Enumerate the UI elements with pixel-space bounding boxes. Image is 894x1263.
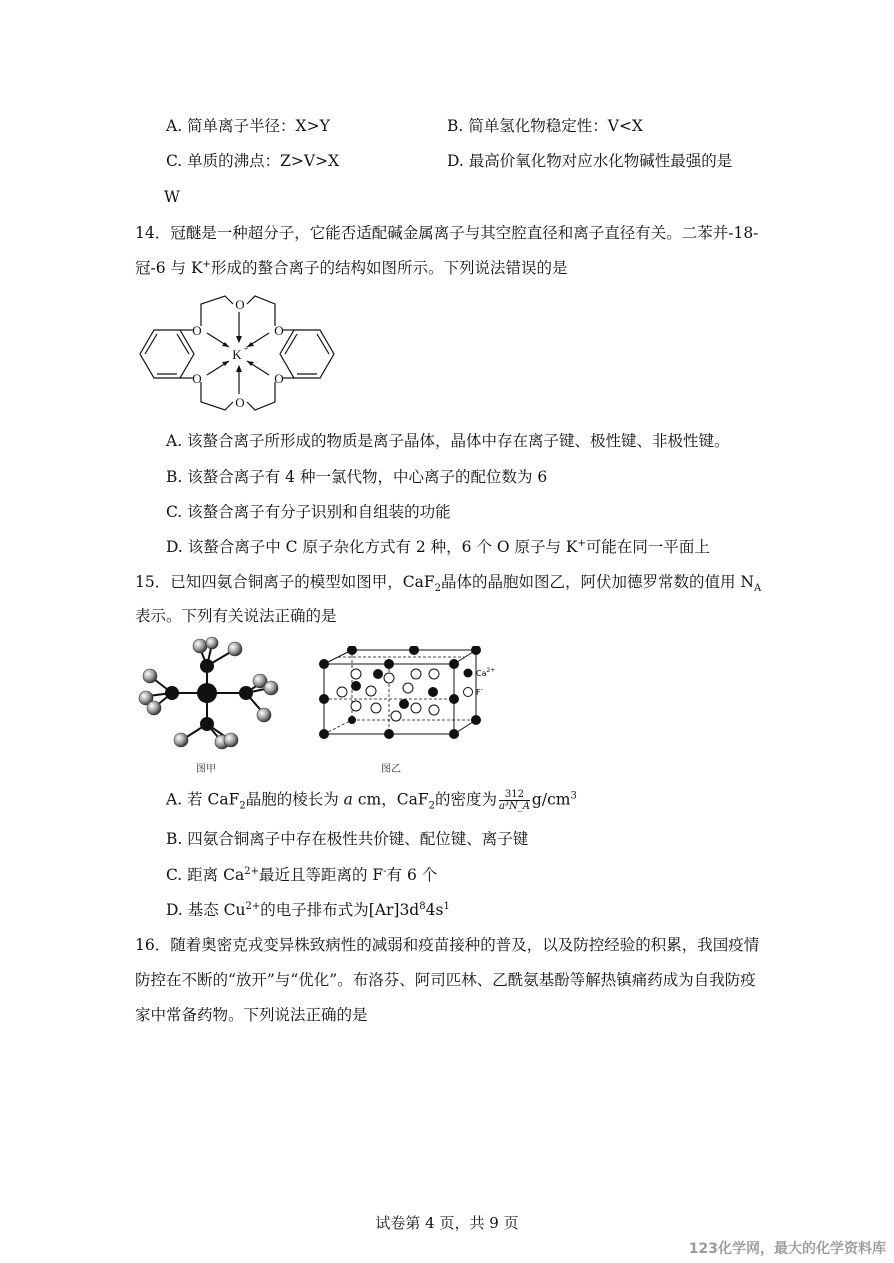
q15-option-b: B. 四氨合铜离子中存在极性共价键、配位键、离子键 (166, 830, 529, 848)
oxygen-label: O (192, 371, 202, 386)
q14-option-d: D. 该螯合离子中 C 原子杂化方式有 2 种，6 个 O 原子与 K+可能在同一平面上 (166, 537, 710, 556)
oxygen-label: O (192, 323, 202, 338)
watermark: 123化学网，最大的化学资料库 (688, 1241, 886, 1257)
oxygen-label: O (274, 371, 284, 386)
q13-option-b: B. 简单氢化物稳定性：V<X (447, 117, 643, 135)
q13-option-c: C. 单质的沸点：Z>V>X (166, 152, 340, 170)
ca-legend-label: $Ca^{2+}$ (476, 667, 496, 678)
q14-stem-line1: 14．冠醚是一种超分子，它能否适配碱金属离子与其空腔直径和离子直径有关。二苯并-18- (135, 224, 759, 242)
q13-option-a: A. 简单离子半径：X>Y (166, 117, 330, 135)
q15-option-c: C. 距离 $Ca^{2+}$最近且等距离的 F-有 6 个 (166, 865, 438, 884)
oxygen-label: O (274, 323, 284, 338)
q16-stem-line1: 16．随着奥密克戎变异株致病性的减弱和疫苗接种的普及，以及防控经验的积累，我国疫情 (135, 936, 760, 954)
q14-option-c: C. 该螯合离子有分子识别和自组装的功能 (166, 503, 451, 521)
ca-legend-marker (464, 669, 473, 678)
oxygen-label: O (235, 297, 245, 312)
figure-a-caption: 图甲 (196, 764, 216, 775)
figure-b-caption: 图乙 (381, 764, 401, 775)
q15-option-d: D. 基态 $Cu^{2+}$的电子排布式为$[Ar]3d^84s^1$ (166, 900, 450, 919)
oxygen-label: O (235, 395, 245, 410)
q15-stem-line2: 表示。下列有关说法正确的是 (135, 607, 337, 625)
page-footer: 试卷第 4 页，共 9 页 (375, 1214, 519, 1232)
q13-option-d-continuation: W (164, 188, 180, 206)
q14-stem-line2: 冠-6 与 K+形成的螯合离子的结构如图所示。下列说法错误的是 (135, 258, 568, 277)
crown-ether-figure (135, 290, 345, 415)
f-legend-marker (464, 688, 473, 697)
potassium-label: K (232, 347, 242, 362)
q15-option-a: A. 若 CaF$_2$晶胞的棱长为 a cm，CaF$_2$的密度为 $\frac{312}{\text{a³N\_A}}$ $g/cm^3$ (166, 789, 577, 812)
q15-stem-line1: 15．已知四氨合铜离子的模型如图甲，CaF$_2$晶体的晶胞如图乙，阿伏加德罗常数的值用 $N_A$ (135, 573, 762, 595)
q13-option-d: D. 最高价氧化物对应水化物碱性最强的是 (447, 152, 733, 170)
f-legend-label: F- (476, 686, 483, 697)
caf2-unit-cell (316, 646, 498, 746)
q14-option-a: A. 该螯合离子所形成的物质是离子晶体，晶体中存在离子键、极性键、非极性键。 (166, 432, 730, 450)
q14-option-b: B. 该螯合离子有 4 种一氯代物，中心离子的配位数为 6 (166, 468, 548, 486)
tetraammine-copper-model (134, 636, 284, 754)
q16-stem-line2: 防控在不断的“放开”与“优化”。布洛芬、阿司匹林、乙酰氨基酚等解热镇痛药成为自我防疫 (135, 971, 756, 989)
q16-stem-line3: 家中常备药物。下列说法正确的是 (135, 1006, 368, 1024)
potassium-charge: + (243, 344, 249, 353)
